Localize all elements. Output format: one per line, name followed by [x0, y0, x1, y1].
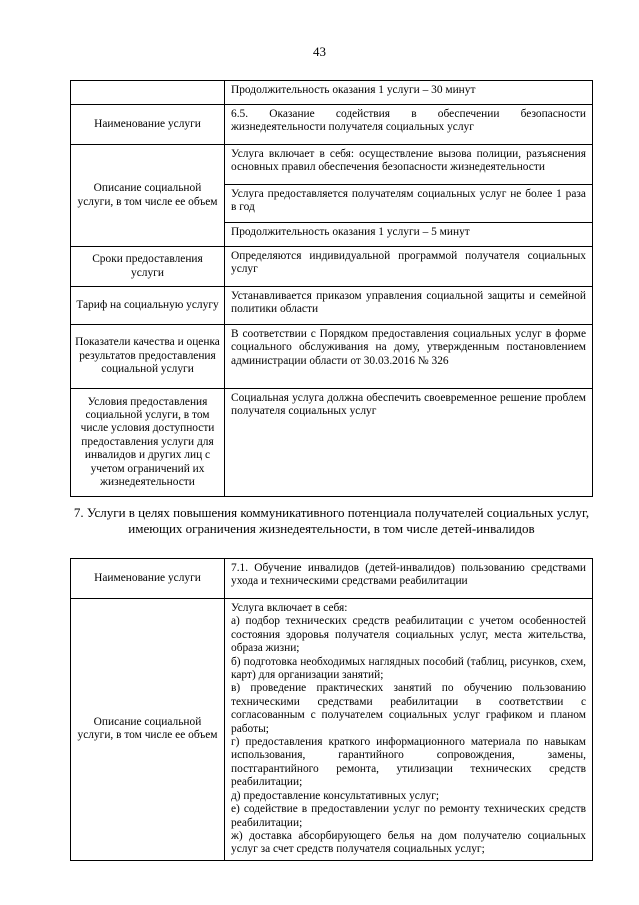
service-name-text: 6.5. Оказание содействия в обеспечении безопасности жизнедеятельности получателя социальных услуг	[225, 105, 593, 145]
service-description-text: Услуга включает в себя: осуществление вызова полиции, разъяснения основных правил обеспечения безопасности жизнедеятельности	[225, 145, 593, 185]
service-name-label: Наименование услуги	[71, 105, 225, 145]
list-item: Услуга включает в себя:	[231, 602, 348, 614]
list-item: г) предоставления краткого информационного материала по навыкам использования, гарантийного сопровождения, замены, постгарантийного ремонта, утилизации технических средств реабилитации;	[231, 736, 586, 789]
conditions-text: Социальная услуга должна обеспечить своевременное решение проблем получателя социальных услуг	[225, 389, 593, 497]
duration-text: Продолжительность оказания 1 услуги – 30 минут	[225, 81, 593, 105]
quality-label: Показатели качества и оценка результатов предоставления социальной услуги	[71, 325, 225, 389]
tariff-label: Тариф на социальную услугу	[71, 287, 225, 325]
service-name-label: Наименование услуги	[71, 559, 225, 599]
list-item: в) проведение практических занятий по обучению пользованию техническими средствами реабилитации в соответствии с согласованным с получателем социальных услуг графиком и планом работы;	[231, 682, 586, 735]
tariff-text: Устанавливается приказом управления социальной защиты и семейной политики области	[225, 287, 593, 325]
list-item: е) содействие в предоставлении услуг по ремонту технических средств реабилитации;	[231, 803, 586, 829]
terms-label: Сроки предоставления услуги	[71, 247, 225, 287]
service-description-label: Описание социальной услуги, в том числе ее объем	[71, 599, 225, 861]
service-description-label: Описание социальной услуги, в том числе ее объем	[71, 145, 225, 247]
page-number: 43	[313, 44, 326, 59]
service-table-6-5	[70, 80, 593, 497]
quality-text: В соответствии с Порядком предоставления социальных услуг в форме социального обслуживания на дому, утвержденным постановлением администрации области от 30.03.2016 № 326	[225, 325, 593, 389]
service-frequency-text: Услуга предоставляется получателям социальных услуг не более 1 раза в год	[225, 185, 593, 223]
list-item: ж) доставка абсорбирующего белья на дом получателю социальных услуг за счет средств получателя социальных услуг;	[231, 829, 586, 856]
terms-text: Определяются индивидуальной программой получателя социальных услуг	[225, 247, 593, 287]
list-item: а) подбор технических средств реабилитации с учетом особенностей состояния здоровья получателя социальных услуг, места жительства, образа жизни;	[231, 615, 586, 655]
service-description-list	[225, 599, 593, 861]
service-name-text: 7.1. Обучение инвалидов (детей-инвалидов) пользованию средствами ухода и техническими средствами реабилитации	[225, 559, 593, 599]
section-heading: 7. Услуги в целях повышения коммуникативного потенциала получателей социальных услуг, имеющих ограничения жизнедеятельности, в том числе детей-инвалидов	[73, 505, 590, 536]
list-item: д) предоставление консультативных услуг;	[231, 789, 440, 802]
conditions-label: Условия предоставления социальной услуги, в том числе условия доступности предоставления услуги для инвалидов и других лиц с учетом ограничений их жизнедеятельности	[71, 389, 225, 497]
empty-label-cell	[71, 81, 225, 105]
service-duration-text: Продолжительность оказания 1 услуги – 5 минут	[225, 223, 593, 247]
list-item: б) подготовка необходимых наглядных пособий (таблиц, рисунков, схем, карт) для организации занятий;	[231, 655, 586, 682]
service-table-7-1	[70, 558, 593, 861]
